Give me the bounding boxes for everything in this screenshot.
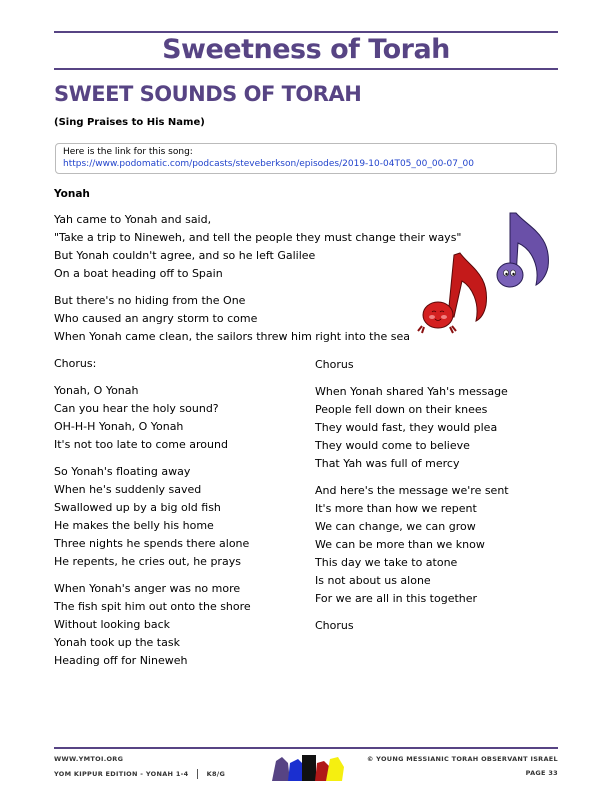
banner-top-rule <box>54 31 558 33</box>
lyric-line: Chorus <box>315 358 354 371</box>
lyric-line: Yonah took up the task <box>54 636 180 649</box>
lyric-line: It's more than how we repent <box>315 502 477 515</box>
lyric-line: Who caused an angry storm to come <box>54 312 258 325</box>
lyric-line: Can you hear the holy sound? <box>54 402 219 415</box>
lyric-line: And here's the message we're sent <box>315 484 509 497</box>
lyric-line: They would fast, they would plea <box>315 421 498 434</box>
lyric-line: So Yonah's floating away <box>54 465 191 478</box>
banner-title: Sweetness of Torah <box>162 34 450 65</box>
lyric-line: Yonah, O Yonah <box>54 384 139 397</box>
lyric-line: When Yonah's anger was no more <box>54 582 241 595</box>
music-notes-illustration <box>410 205 560 340</box>
lyric-line: He repents, he cries out, he prays <box>54 555 241 568</box>
footer-age-group: K8/G <box>206 770 226 778</box>
footer-separator <box>197 769 198 779</box>
stanza <box>315 482 565 608</box>
lyric-line: On a boat heading off to Spain <box>54 267 223 280</box>
section-title: SWEET SOUNDS OF TORAH <box>54 82 362 106</box>
stanza <box>54 292 434 346</box>
footer-rule <box>54 747 558 749</box>
lyric-line: Three nights he spends there alone <box>54 537 250 550</box>
lyric-line: This day we take to atone <box>315 556 458 569</box>
banner-bottom-rule <box>54 68 558 70</box>
chorus-label <box>315 617 565 635</box>
lyric-line: When he's suddenly saved <box>54 483 202 496</box>
lyric-line: People fell down on their knees <box>315 403 488 416</box>
lyric-line: We can change, we can grow <box>315 520 476 533</box>
lyric-line: Heading off for Nineweh <box>54 654 188 667</box>
footer-edition-text: YOM KIPPUR EDITION - YONAH 1-4 <box>54 770 189 778</box>
lyric-line: He makes the belly his home <box>54 519 214 532</box>
song-link-box <box>55 143 557 174</box>
lyric-line: It's not too late to come around <box>54 438 228 451</box>
lyric-line: Chorus <box>315 619 354 632</box>
stanza <box>315 383 565 473</box>
lyric-line: When Yonah shared Yah's message <box>315 385 508 398</box>
lyric-line: We can be more than we know <box>315 538 485 551</box>
chorus-label <box>315 356 565 374</box>
footer-page-number: PAGE 33 <box>525 769 558 777</box>
lyric-line: "Take a trip to Nineweh, and tell the people they must change their ways" <box>54 231 462 244</box>
lyric-line: That Yah was full of mercy <box>315 457 460 470</box>
section-subtitle: (Sing Praises to His Name) <box>54 117 205 128</box>
lyric-line: Is not about us alone <box>315 574 431 587</box>
footer-copyright: © YOUNG MESSIANIC TORAH OBSERVANT ISRAEL <box>366 755 558 763</box>
song-link[interactable]: https://www.podomatic.com/podcasts/steveberkson/episodes/2019-10-04T05_00_00-07_00 <box>63 159 474 169</box>
stanza <box>54 211 462 283</box>
lyric-line: Yah came to Yonah and said, <box>54 213 212 226</box>
footer-edition <box>54 769 225 779</box>
purple-music-note-icon <box>497 213 548 287</box>
link-intro: Here is the link for this song: <box>63 147 193 157</box>
footer-website: WWW.YMTOI.ORG <box>54 755 124 763</box>
lyric-line: For we are all in this together <box>315 592 478 605</box>
ymtoi-logo-icon <box>268 753 348 783</box>
lyric-line: When Yonah came clean, the sailors threw him right into the sea <box>54 330 410 343</box>
lyric-line: Without looking back <box>54 618 171 631</box>
lyric-line: Chorus: <box>54 357 97 370</box>
lyric-line: But there's no hiding from the One <box>54 294 246 307</box>
red-music-note-icon <box>418 253 487 333</box>
lyric-line: Swallowed up by a big old fish <box>54 501 221 514</box>
lyric-line: But Yonah couldn't agree, and so he left Galilee <box>54 249 316 262</box>
lyrics-right-column <box>315 356 565 644</box>
song-title: Yonah <box>54 188 90 200</box>
lyric-line: OH-H-H Yonah, O Yonah <box>54 420 184 433</box>
lyric-line: The fish spit him out onto the shore <box>54 600 251 613</box>
lyric-line: They would come to believe <box>315 439 470 452</box>
